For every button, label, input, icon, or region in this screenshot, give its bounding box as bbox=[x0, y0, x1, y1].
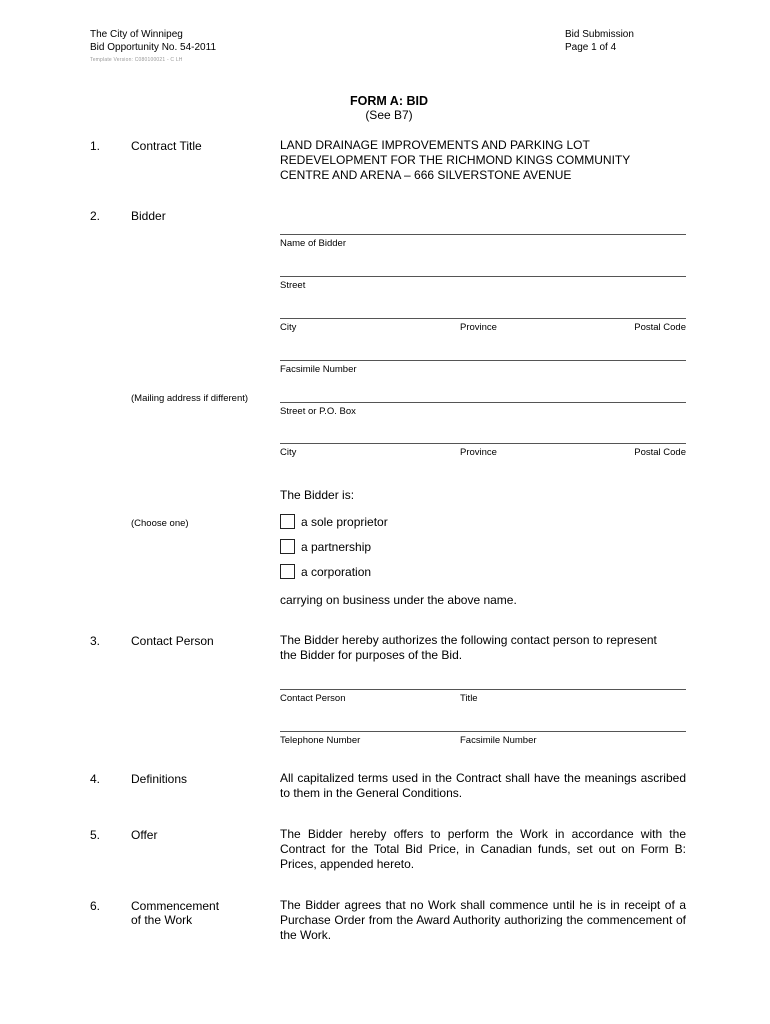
section-4-label: Definitions bbox=[131, 772, 188, 786]
province-caption: Province bbox=[460, 322, 497, 333]
street-caption: Street bbox=[280, 280, 306, 291]
header-bid-opportunity: Bid Opportunity No. 54-2011 bbox=[90, 42, 217, 53]
sole-proprietor-label: a sole proprietor bbox=[301, 515, 388, 529]
name-of-bidder-field[interactable] bbox=[280, 234, 686, 249]
mailing-province-caption: Province bbox=[460, 447, 497, 458]
form-subtitle: (See B7) bbox=[365, 108, 413, 122]
carrying-on-business-text: carrying on business under the above name. bbox=[280, 593, 517, 607]
street-po-box-field[interactable] bbox=[280, 402, 686, 417]
form-title: FORM A: BID bbox=[350, 94, 428, 108]
offer-text: The Bidder hereby offers to perform the Work in accordance with the Contract for the Total Bid Price, in Canadian funds, set out on Form B: Prices, appended hereto. bbox=[280, 827, 686, 871]
section-4-number: 4. bbox=[90, 772, 101, 786]
choose-one-label: (Choose one) bbox=[131, 518, 189, 529]
section-2-number: 2. bbox=[90, 209, 101, 223]
commencement-text: The Bidder agrees that no Work shall commence until he is in receipt of a Purchase Order from the Award Authority authorizing the commencement of the Work. bbox=[280, 898, 686, 942]
section-1-number: 1. bbox=[90, 139, 101, 153]
mailing-address-label: (Mailing address if different) bbox=[131, 393, 249, 404]
name-of-bidder-caption: Name of Bidder bbox=[280, 238, 347, 249]
city-province-postal-field[interactable] bbox=[280, 318, 686, 333]
contact-person-title-field[interactable] bbox=[280, 689, 686, 704]
contact-facsimile-caption: Facsimile Number bbox=[460, 735, 537, 746]
section-6-label-line-2: of the Work bbox=[131, 913, 193, 927]
section-3-number: 3. bbox=[90, 634, 101, 648]
facsimile-field[interactable] bbox=[280, 360, 686, 375]
partnership-label: a partnership bbox=[301, 540, 372, 554]
telephone-facsimile-field[interactable] bbox=[280, 731, 686, 746]
section-3-label: Contact Person bbox=[131, 634, 214, 648]
title-caption: Title bbox=[460, 693, 478, 704]
contract-title-line-2: REDEVELOPMENT FOR THE RICHMOND KINGS COMMUNITY bbox=[280, 153, 631, 167]
contract-title-line-3: CENTRE AND ARENA – 666 SILVERSTONE AVENUE bbox=[280, 168, 572, 182]
section-5-number: 5. bbox=[90, 828, 101, 842]
bidder-is-label: The Bidder is: bbox=[280, 488, 355, 502]
header-page-number: Page 1 of 4 bbox=[565, 42, 617, 53]
contact-person-caption: Contact Person bbox=[280, 693, 346, 704]
section-1-label: Contract Title bbox=[131, 139, 202, 153]
corporation-checkbox[interactable] bbox=[280, 564, 295, 579]
section-2-label: Bidder bbox=[131, 209, 166, 223]
section-6-label-line-1: Commencement bbox=[131, 899, 220, 913]
telephone-caption: Telephone Number bbox=[280, 735, 361, 746]
contract-title-line-1: LAND DRAINAGE IMPROVEMENTS AND PARKING LOT bbox=[280, 138, 590, 152]
facsimile-caption: Facsimile Number bbox=[280, 364, 357, 375]
city-caption: City bbox=[280, 322, 297, 333]
section-5-label: Offer bbox=[131, 828, 158, 842]
header-template-version: Template Version: C080100021 - C LH bbox=[90, 57, 183, 63]
mailing-city-caption: City bbox=[280, 447, 297, 458]
sole-proprietor-checkbox[interactable] bbox=[280, 514, 295, 529]
contact-text-line-2: the Bidder for purposes of the Bid. bbox=[280, 648, 463, 662]
street-po-box-caption: Street or P.O. Box bbox=[280, 406, 356, 417]
mailing-city-province-postal-field[interactable] bbox=[280, 443, 686, 458]
header-submission: Bid Submission bbox=[565, 29, 634, 40]
corporation-label: a corporation bbox=[301, 565, 372, 579]
header-city: The City of Winnipeg bbox=[90, 29, 183, 40]
contact-text-line-1: The Bidder hereby authorizes the following contact person to represent bbox=[280, 633, 657, 647]
section-6-number: 6. bbox=[90, 899, 101, 913]
street-field[interactable] bbox=[280, 276, 686, 291]
postal-code-caption: Postal Code bbox=[634, 322, 686, 333]
partnership-checkbox[interactable] bbox=[280, 539, 295, 554]
mailing-postal-code-caption: Postal Code bbox=[634, 447, 686, 458]
definitions-text: All capitalized terms used in the Contract shall have the meanings ascribed to them in the General Conditions. bbox=[280, 771, 686, 800]
